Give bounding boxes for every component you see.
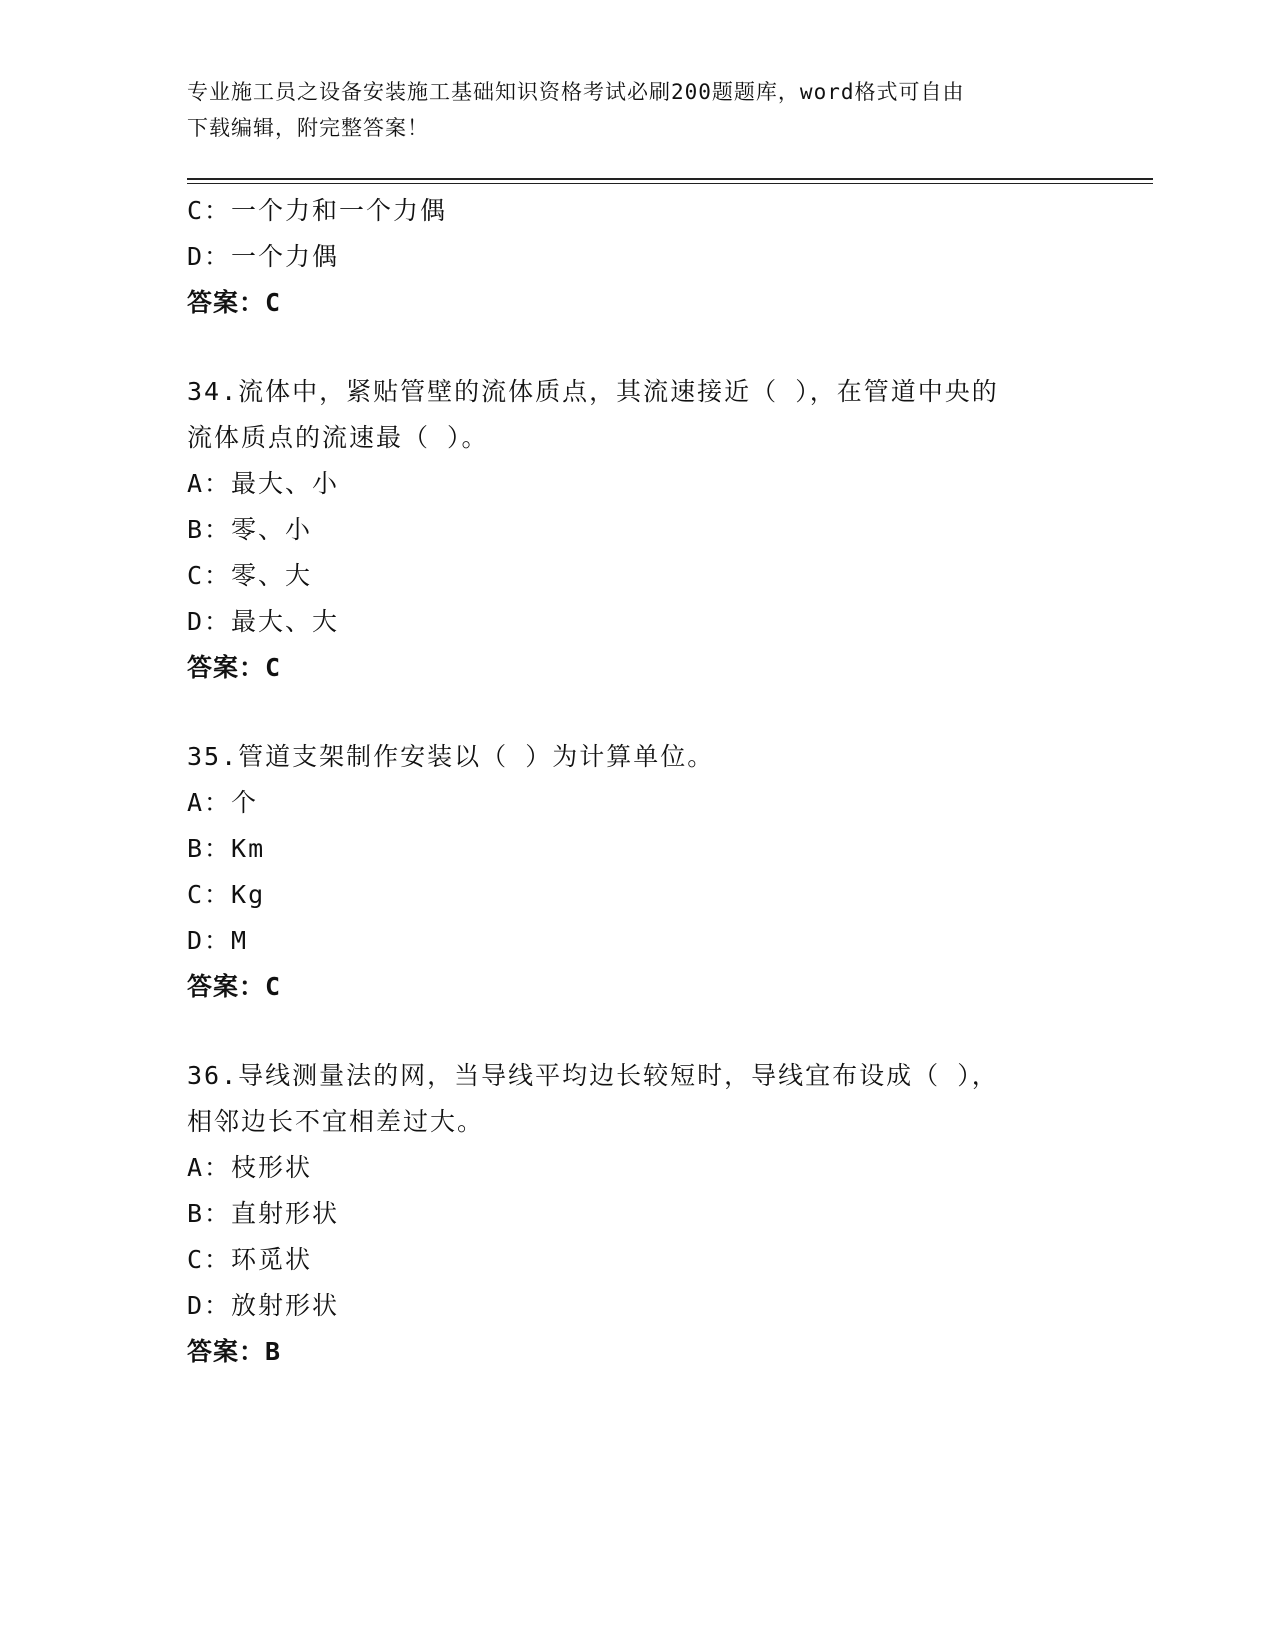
header-divider-thick (187, 178, 1153, 180)
option-d: D：一个力偶 (187, 242, 340, 271)
question-35 (187, 734, 1087, 1010)
header-line-2: 下载编辑，附完整答案！ (187, 116, 429, 140)
question-list (187, 188, 1087, 1375)
answer: 答案：C (187, 653, 282, 682)
header-line-1: 专业施工员之设备安装施工基础知识资格考试必刷200题题库，word格式可自由 (187, 80, 965, 104)
question-33-tail (187, 188, 1087, 326)
option-a: A：个 (187, 788, 259, 817)
option-d: D：最大、大 (187, 607, 340, 636)
option-c: C：环觅状 (187, 1245, 313, 1274)
document-header (187, 74, 1067, 146)
question-34 (187, 369, 1087, 691)
question-text-line-1: 36.导线测量法的网，当导线平均边长较短时，导线宜布设成（ ）， (187, 1061, 999, 1090)
option-a: A：最大、小 (187, 469, 340, 498)
option-d: D：M (187, 926, 249, 955)
option-b: B：零、小 (187, 515, 313, 544)
answer: 答案：C (187, 288, 282, 317)
question-36 (187, 1053, 1087, 1375)
question-text-line-1: 34.流体中，紧贴管壁的流体质点，其流速接近（ ），在管道中央的 (187, 377, 999, 406)
option-c: C：零、大 (187, 561, 313, 590)
option-c: C：Kg (187, 880, 266, 909)
question-text-line-2: 流体质点的流速最（ ）。 (187, 423, 489, 452)
header-divider-thin (187, 183, 1153, 184)
option-c: C：一个力和一个力偶 (187, 196, 448, 225)
option-a: A：枝形状 (187, 1153, 313, 1182)
answer: 答案：C (187, 972, 282, 1001)
option-b: B：直射形状 (187, 1199, 340, 1228)
option-d: D：放射形状 (187, 1291, 340, 1320)
option-b: B：Km (187, 834, 266, 863)
answer: 答案：B (187, 1337, 282, 1366)
question-text-line-2: 相邻边长不宜相差过大。 (187, 1107, 485, 1136)
question-text-line-1: 35.管道支架制作安装以（ ）为计算单位。 (187, 742, 715, 771)
